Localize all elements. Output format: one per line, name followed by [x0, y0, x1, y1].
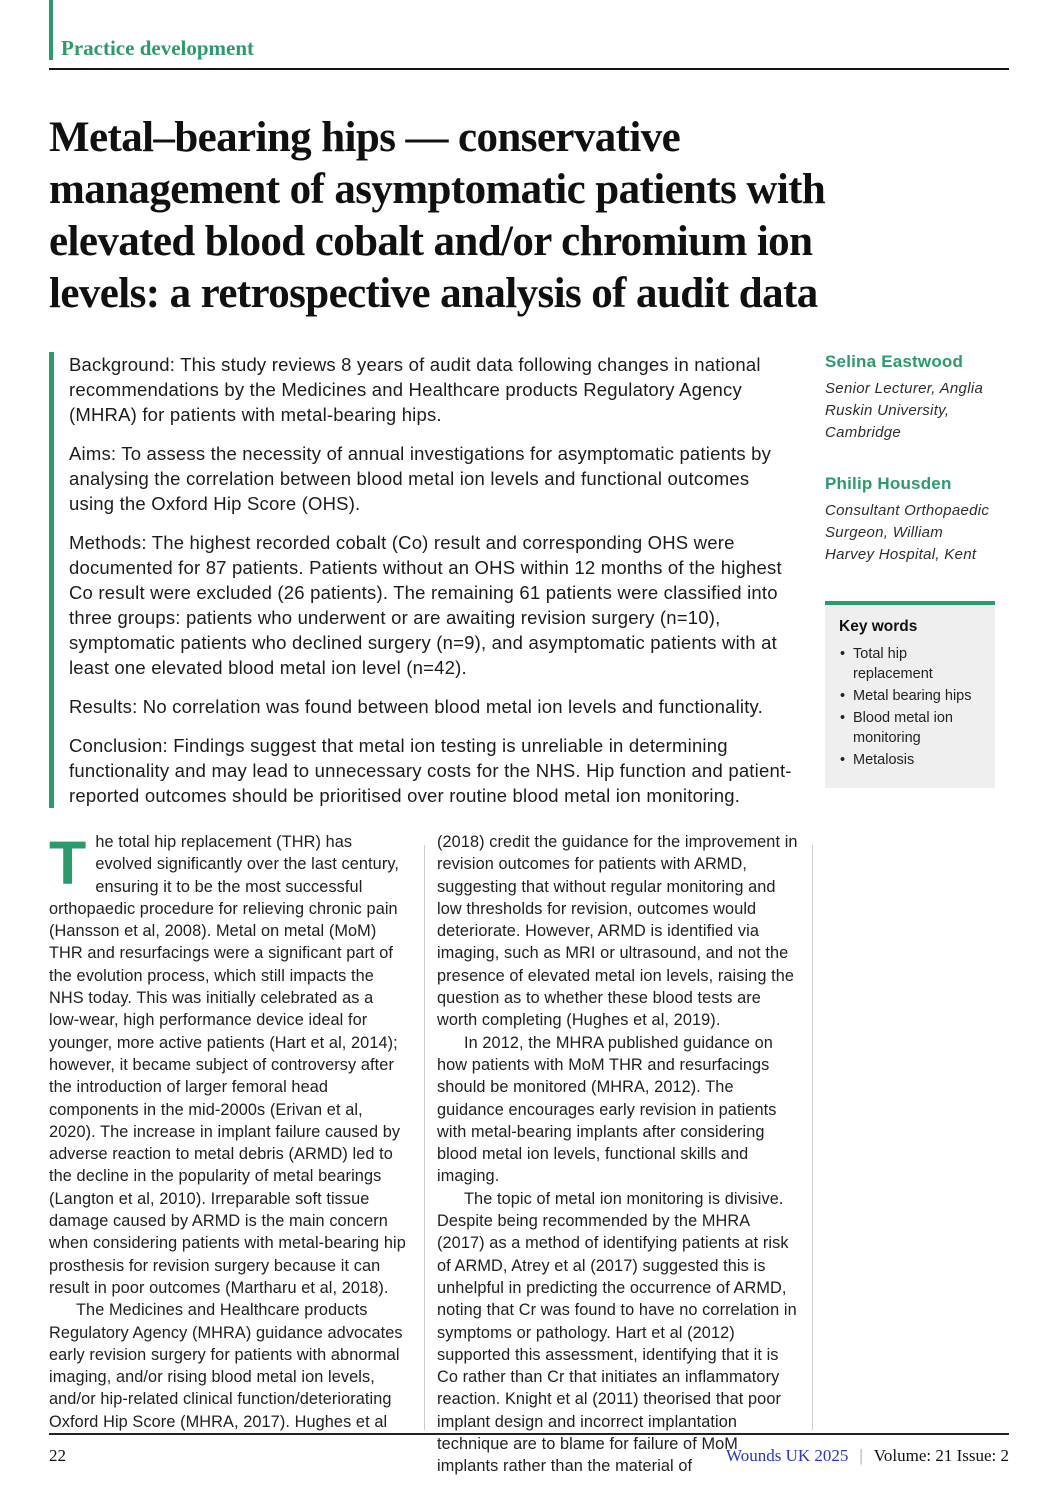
- journal-name-link[interactable]: Wounds UK 2025: [726, 1446, 849, 1465]
- keyword-item: • Total hip replacement: [839, 644, 983, 684]
- author-details: Senior Lecturer, Anglia Ruskin University, Cambridge: [825, 380, 984, 441]
- body-paragraph: In 2012, the MHRA published guidance on how patients with MoM THR and resurfacings should be monitored (MHRA, 2012). The guidance encourages early revision in patients with metal-bearing implants after considering blood metal ion levels, functional skills and imaging.: [437, 1033, 777, 1186]
- section-accent-bar: [49, 0, 53, 60]
- sidebar-divider: [812, 845, 813, 1430]
- article-title-line: levels: a retrospective analysis of audit data: [49, 270, 818, 317]
- author-name: Selina Eastwood: [825, 352, 964, 371]
- body-column-left: [49, 831, 408, 1433]
- page-number: 22: [49, 1446, 66, 1465]
- header-divider: [49, 68, 1009, 70]
- section-label: Practice development: [61, 36, 255, 60]
- article-title-line: Metal–bearing hips — conservative: [49, 114, 681, 161]
- keyword-item: • Blood metal ion monitoring: [839, 708, 983, 748]
- abstract-conclusion: Conclusion: Findings suggest that metal ion testing is unreliable in determining functionality and may lead to unnecessary costs for the NHS. Hip function and patient-reported outcomes should be prioritised over routine blood metal ion monitoring.: [69, 735, 792, 806]
- article-title-line: elevated blood cobalt and/or chromium ion: [49, 218, 813, 265]
- keywords-title: Key words: [839, 618, 918, 635]
- abstract: [49, 352, 797, 808]
- keyword-item: • Metal bearing hips: [839, 686, 983, 706]
- abstract-methods: Methods: The highest recorded cobalt (Co) result and corresponding OHS were documented for 87 patients. Patients without an OHS within 12 months of the highest Co result were excluded (26 patients). The remaining 61 patients were classified into three groups: patients who underwent or are awaiting revision surgery (n=10), symptomatic patients who declined surgery (n=9), and asymptomatic patients with at least one elevated blood metal ion level (n=42).: [69, 532, 782, 678]
- author-details: Consultant Orthopaedic Surgeon, William Harvey Hospital, Kent: [825, 502, 990, 563]
- footer-journal-info: [726, 1446, 1009, 1466]
- body-paragraph-text: he total hip replacement (THR) has evolved significantly over the last century, ensuring it to be the most successful orthopaedic procedure for relieving chronic pain (Hansson et al, 2008). Metal on metal (MoM) THR and resurfacings were a significant part of the evolution process, which still impacts the NHS today. This was initially celebrated as a low-wear, high performance device ideal for younger, more active patients (Hart et al, 2014); however, it became subject of controversy after the introduction of larger femoral head components in the mid-2000s (Erivan et al, 2020). The increase in implant failure caused by adverse reaction to metal debris (ARMD) led to the decline in the popularity of metal bearings (Langton et al, 2010). Irreparable soft tissue damage caused by ARMD is the main concern when considering patients with metal-bearing hip prosthesis for revision surgery because it can result in poor outcomes (Martharu et al, 2018).: [49, 833, 406, 1297]
- author-block: [825, 352, 995, 444]
- keywords-list: [839, 644, 983, 770]
- dropcap-letter: T: [49, 829, 87, 897]
- body-paragraph: The topic of metal ion monitoring is divisive. Despite being recommended by the MHRA (2017) as a method of identifying patients at risk of ARMD, Atrey et al (2017) suggested this is unhelpful in predicting the occurrence of ARMD, noting that Cr was found to have no correlation in symptoms or pathology. Hart et al (2012) supported this assessment, identifying that it is Co rather than Cr that initiates an inflammatory reaction. Knight et al (2011) theorised that poor implant design and incorrect implantation technique are to blame for failure of MoM implants rather than the material of: [437, 1189, 797, 1476]
- author-sidebar: [825, 352, 995, 788]
- volume-issue: Volume: 21 Issue: 2: [873, 1446, 1009, 1465]
- footer: [49, 1446, 1009, 1466]
- article-title: [49, 112, 1009, 320]
- footer-separator: |: [859, 1446, 863, 1465]
- body-paragraph: The Medicines and Healthcare products Regulatory Agency (MHRA) guidance advocates early revision surgery for patients with abnormal imaging, and/or rising blood metal ion levels, and/or hip-related clinical function/deteriorating Oxford Hip Score (MHRA, 2017). Hughes et al: [49, 1301, 403, 1431]
- author-name: Philip Housden: [825, 474, 952, 493]
- keywords-box: [825, 601, 995, 788]
- footer-divider: [49, 1433, 1009, 1435]
- article-title-line: management of asymptomatic patients with: [49, 166, 826, 213]
- body-paragraph: [49, 831, 408, 1299]
- abstract-results: Results: No correlation was found between blood metal ion levels and functionality.: [69, 696, 763, 717]
- abstract-background: Background: This study reviews 8 years of audit data following changes in national recommendations by the Medicines and Healthcare products Regulatory Agency (MHRA) for patients with metal-bearing hips.: [69, 354, 761, 425]
- author-block: [825, 474, 995, 566]
- keyword-item: • Metalosis: [839, 750, 983, 770]
- body-column-right: [437, 831, 801, 1478]
- abstract-aims: Aims: To assess the necessity of annual investigations for asymptomatic patients by analysing the correlation between blood metal ion levels and functional outcomes using the Oxford Hip Score (OHS).: [69, 443, 772, 514]
- column-divider: [424, 845, 425, 1430]
- body-paragraph: (2018) credit the guidance for the improvement in revision outcomes for patients with ARMD, suggesting that without regular monitoring and low thresholds for revision, outcomes would deteriorate. However, ARMD is identified via imaging, such as MRI or ultrasound, and not the presence of elevated metal ion levels, raising the question as to whether these blood tests are worth completing (Hughes et al, 2019).: [437, 833, 798, 1030]
